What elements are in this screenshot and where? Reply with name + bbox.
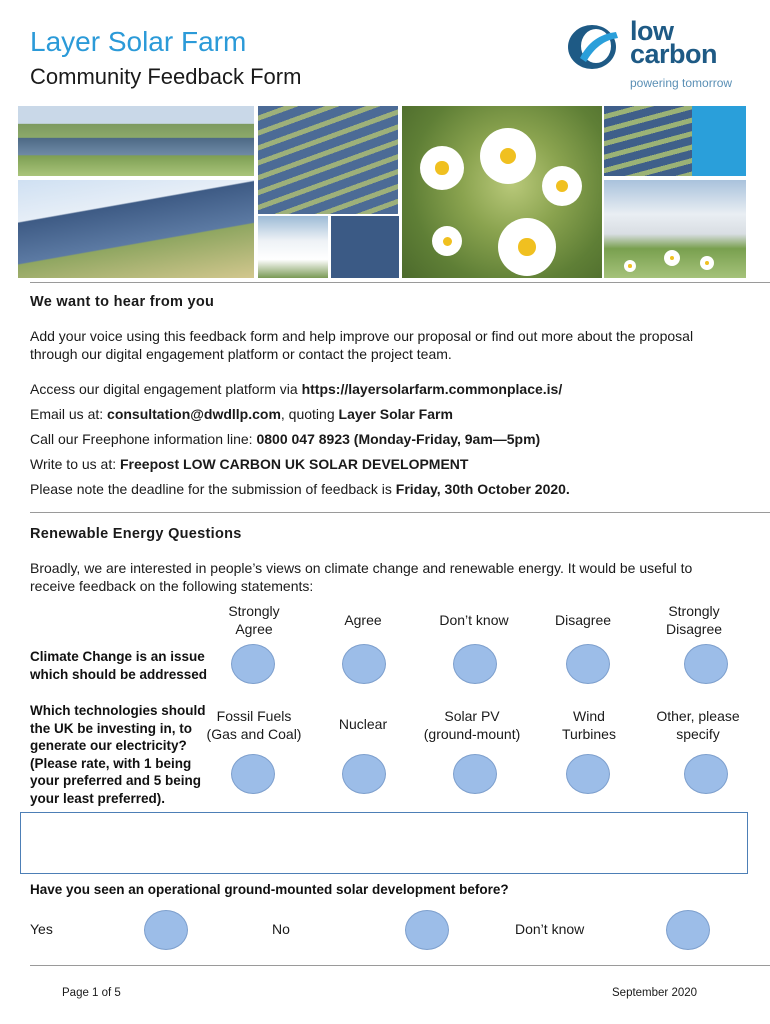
question-climate-change: Climate Change is an issue which should be addressed — [30, 649, 208, 682]
intro-heading: We want to hear from you — [30, 294, 215, 310]
write-address: Freepost LOW CARBON UK SOLAR DEVELOPMENT — [120, 456, 469, 472]
photo-solar-panels-closeup — [18, 180, 254, 278]
q1-radio-strongly-agree[interactable] — [231, 644, 275, 684]
intro-paragraph: Add your voice using this feedback form and help improve our proposal or find out more about the proposal through our digital engagement platform or contact the project team. — [30, 328, 694, 362]
photo-solar-array-with-blue — [604, 106, 746, 176]
q2-radio-solar-pv[interactable] — [453, 754, 497, 794]
email-prefix: Email us at: — [30, 406, 108, 422]
q2-radio-nuclear[interactable] — [342, 754, 386, 794]
photo-wildflowers-bee — [402, 106, 602, 278]
platform-prefix: Access our digital engagement platform via — [30, 381, 302, 397]
q1-radio-dont-know[interactable] — [453, 644, 497, 684]
write-line — [30, 456, 468, 472]
logo-wordmark — [630, 16, 718, 69]
logo-tagline: powering tomorrow — [630, 76, 733, 90]
renewable-paragraph: Broadly, we are interested in people’s views on climate change and renewable energy. It would be useful to receive feedback on the following statements: — [30, 560, 693, 594]
col-disagree: Disagree — [554, 612, 612, 628]
col-nuclear: Nuclear — [338, 716, 388, 732]
photo-solar-field-aerial — [18, 106, 254, 176]
divider — [30, 512, 770, 513]
photo-solar-rows — [258, 106, 398, 214]
q3-option-dont-know-label: Don’t know — [515, 921, 585, 937]
email-line — [30, 406, 453, 422]
page-number: Page 1 of 5 — [62, 987, 121, 999]
q3-radio-no[interactable] — [405, 910, 449, 950]
document-subtitle: Community Feedback Form — [30, 64, 302, 89]
question-technologies: Which technologies should the UK be investing in, to generate our electricity? (Please rate, with 1 being your preferred and 5 being your least preferred). — [30, 703, 206, 806]
email-link[interactable]: consultation@dwdllp.com — [107, 406, 281, 422]
col-agree: Agree — [344, 612, 382, 628]
footer-date: September 2020 — [612, 987, 698, 999]
q3-option-yes-label: Yes — [30, 921, 53, 937]
q3-radio-yes[interactable] — [144, 910, 188, 950]
phone-line — [30, 431, 540, 447]
col-dont-know: Don’t know — [439, 612, 509, 628]
renewable-heading: Renewable Energy Questions — [30, 526, 242, 542]
footer-divider — [30, 965, 770, 966]
q2-radio-wind-turbines[interactable] — [566, 754, 610, 794]
photo-blue-tile — [331, 216, 399, 278]
q2-radio-fossil-fuels[interactable] — [231, 754, 275, 794]
write-prefix: Write to us at: — [30, 456, 120, 472]
col-strongly-agree: Strongly Agree — [228, 603, 280, 637]
q1-radio-strongly-disagree[interactable] — [684, 644, 728, 684]
photo-substation-meadow — [604, 180, 746, 278]
logo-mark-icon — [566, 22, 622, 72]
q2-radio-other[interactable] — [684, 754, 728, 794]
col-solar-pv: Solar PV (ground-mount) — [423, 708, 521, 742]
divider — [30, 282, 770, 283]
logo-word-low: low — [630, 16, 674, 46]
photo-inverter-station — [258, 216, 328, 278]
q3-option-no-label: No — [272, 921, 290, 937]
q3-radio-dont-know[interactable] — [666, 910, 710, 950]
platform-line — [30, 381, 562, 397]
logo-word-carbon: carbon — [630, 39, 718, 69]
phone-number: 0800 047 8923 (Monday-Friday, 9am—5pm) — [256, 431, 541, 447]
phone-prefix: Call our Freephone information line: — [30, 431, 257, 447]
col-fossil-fuels: Fossil Fuels (Gas and Coal) — [206, 708, 302, 742]
deadline-line — [30, 481, 570, 497]
deadline-date: Friday, 30th October 2020. — [395, 481, 570, 497]
q1-radio-agree[interactable] — [342, 644, 386, 684]
q1-radio-disagree[interactable] — [566, 644, 610, 684]
document-title: Layer Solar Farm — [30, 26, 247, 57]
col-strongly-disagree: Strongly Disagree — [665, 603, 723, 637]
platform-link[interactable]: https://layersolarfarm.commonplace.is/ — [301, 381, 563, 397]
question-seen-solar: Have you seen an operational ground-mounted solar development before? — [30, 882, 509, 897]
other-specify-textbox[interactable] — [20, 812, 748, 874]
col-wind-turbines: Wind Turbines — [562, 708, 616, 742]
email-quote: Layer Solar Farm — [338, 406, 453, 422]
deadline-prefix: Please note the deadline for the submission of feedback is — [30, 481, 396, 497]
email-mid: , quoting — [280, 406, 339, 422]
col-other: Other, please specify — [656, 708, 740, 742]
low-carbon-logo — [566, 18, 752, 94]
